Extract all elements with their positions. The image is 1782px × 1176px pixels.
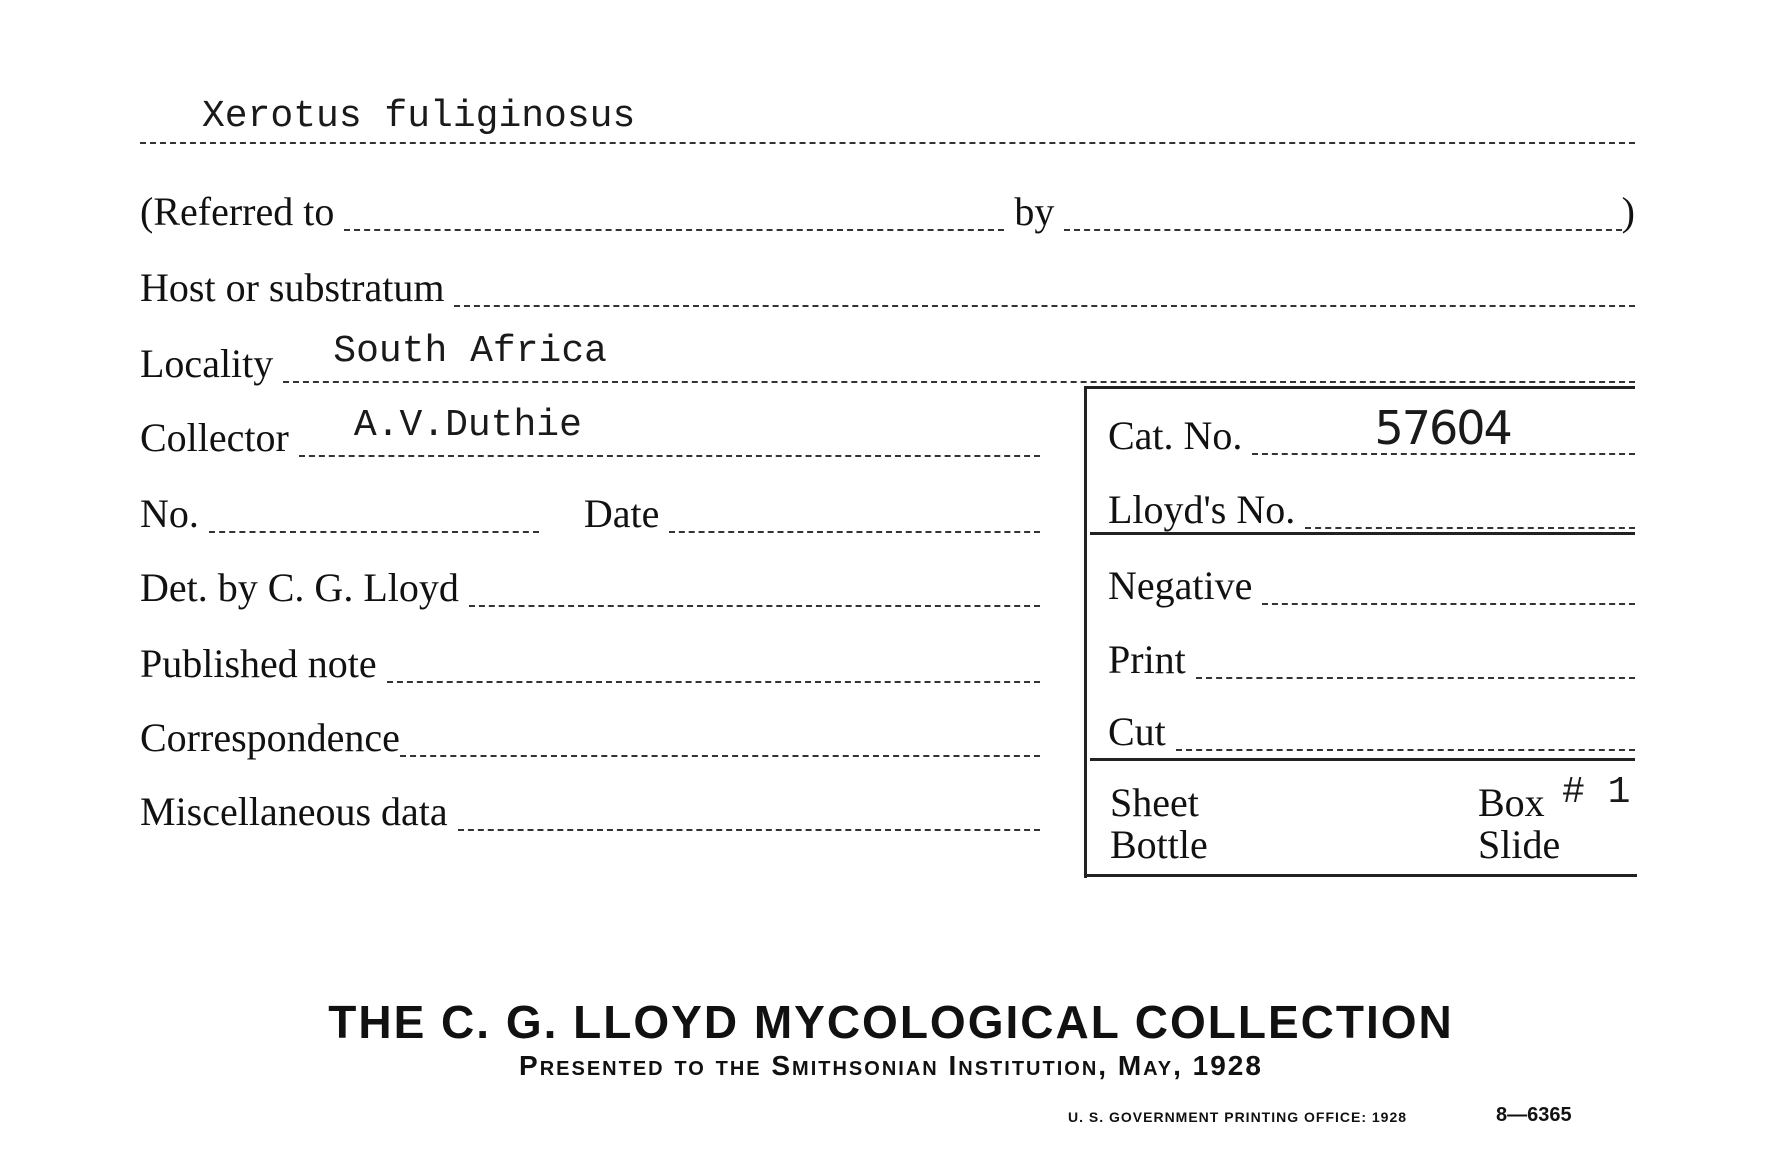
negative-label: Negative [1108,563,1253,608]
correspondence-field [400,721,1040,761]
host-field [454,271,1635,311]
sheet-label: Sheet [1110,780,1199,825]
correspondence-label: Correspondence [140,715,400,760]
cat-no-field [1252,401,1635,459]
negative-field [1262,569,1635,609]
det-row [140,564,1040,611]
det-field [469,571,1040,611]
referred-by-field [1064,195,1621,235]
print-label: Print [1108,637,1186,682]
cat-no-value: 57604 [1374,401,1511,455]
published-label: Published note [140,641,377,686]
species-field [140,92,1635,148]
print-row [1108,636,1635,683]
box-label: Box [1478,780,1545,825]
right-box-bottom-rule [1084,874,1637,877]
close-paren: ) [1621,189,1635,234]
locality-label: Locality [140,341,274,386]
by-label: by [1014,189,1055,234]
right-box-border [1084,388,1087,878]
bottle-label: Bottle [1110,822,1208,867]
collector-field [299,404,1040,461]
right-box-top-rule [1084,386,1635,389]
referred-to-field [344,195,1004,235]
form-number: 8—6365 [1496,1104,1572,1126]
negative-row [1108,562,1635,609]
species-row [140,92,1635,148]
det-label: Det. by C. G. Lloyd [140,565,459,610]
right-box-lower-rule [1090,758,1635,761]
cat-no-row [1108,401,1635,459]
collection-title: THE C. G. LLOYD MYCOLOGICAL COLLECTION [328,996,1454,1048]
locality-field [283,330,1635,387]
locality-row [140,330,1635,387]
collection-subtitle: Presented to the Smithsonian Institution, May, 1928 [519,1050,1263,1081]
no-field [209,497,539,537]
cut-row [1108,708,1635,755]
no-label: No. [140,491,199,536]
slide-label: Slide [1478,822,1561,867]
locality-value: South Africa [333,330,607,373]
no-date-row [140,490,1040,537]
printing-office-note: U. S. GOVERNMENT PRINTING OFFICE: 1928 [1068,1109,1408,1125]
lloyds-no-field [1305,493,1635,533]
collector-value: A.V.Duthie [353,404,582,447]
misc-label: Miscellaneous data [140,789,448,834]
published-row [140,640,1040,687]
correspondence-row [140,714,1040,761]
lloyds-no-row [1108,486,1635,533]
misc-row [140,788,1040,835]
cut-field [1176,715,1635,755]
host-row [140,264,1635,311]
date-label: Date [583,491,660,536]
date-field [669,497,1040,537]
misc-field [458,795,1040,835]
box-value: # 1 [1562,771,1631,814]
referred-to-label: (Referred to [140,189,335,234]
host-label: Host or substratum [140,265,445,310]
print-field [1196,643,1635,683]
cat-no-label: Cat. No. [1108,413,1243,458]
collector-row [140,404,1040,461]
published-field [387,647,1040,687]
lloyds-no-label: Lloyd's No. [1108,487,1296,532]
species-name: Xerotus fuliginosus [202,95,636,138]
collector-label: Collector [140,415,289,460]
referred-row [140,188,1635,235]
cut-label: Cut [1108,709,1166,754]
